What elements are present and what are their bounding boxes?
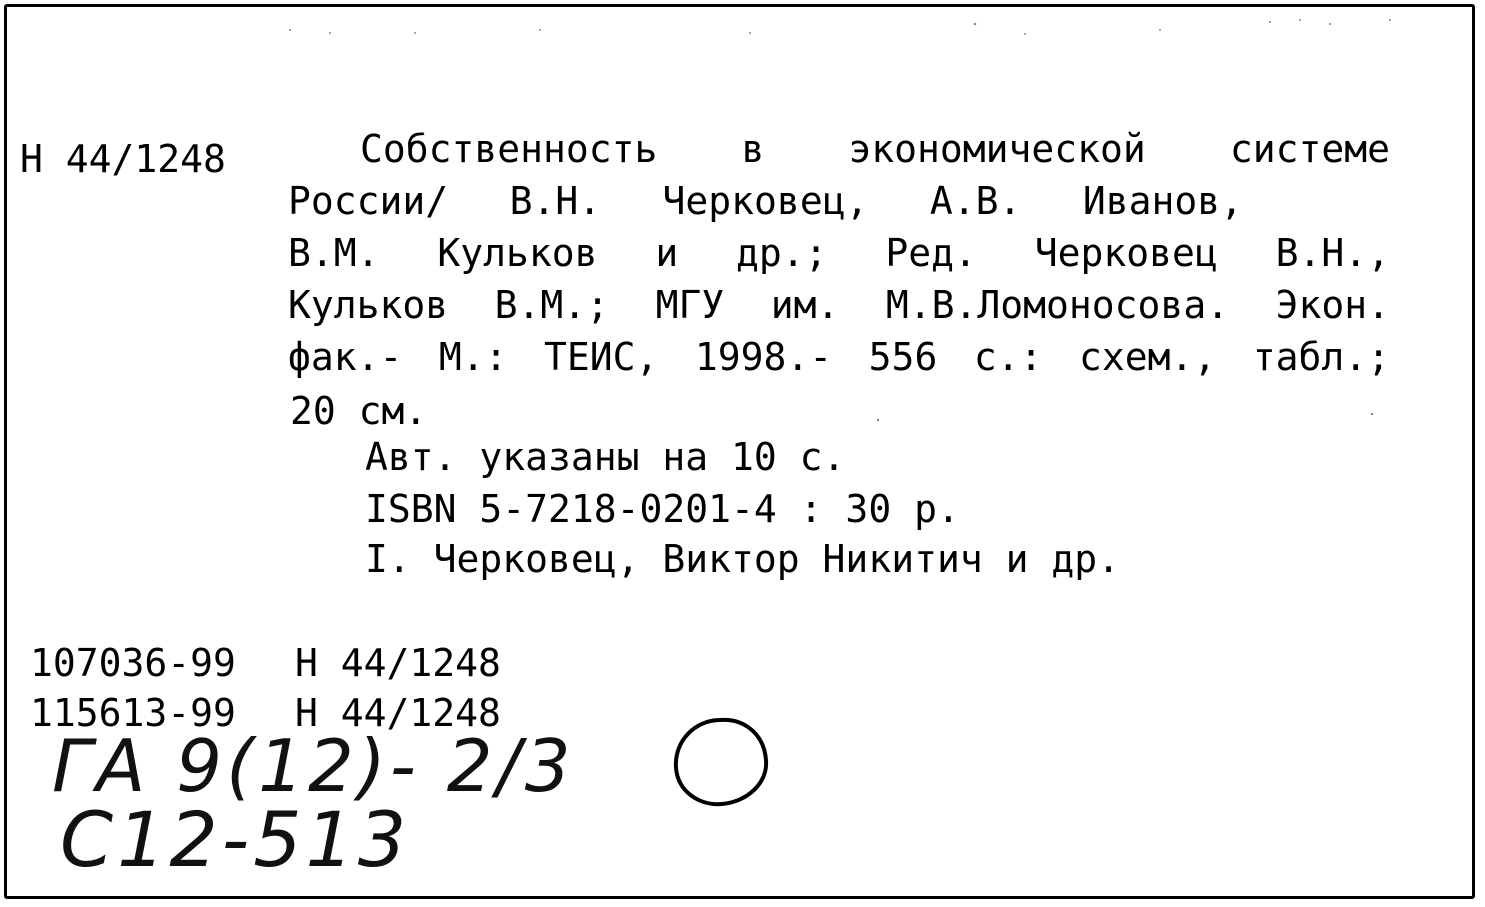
added-entry: I. Черковец, Виктор Никитич и др. xyxy=(365,537,1120,581)
title-line-6: 20 см. xyxy=(290,389,428,433)
title-line-3: В.М. Кульков и др.; Ред. Черковец В.Н., xyxy=(288,231,1390,275)
handwritten-classification: ГА 9(12)- 2/3 xyxy=(52,724,575,808)
inventory-shelf: Н 44/1248 xyxy=(295,641,501,685)
inventory-shelf: Н 44/1248 xyxy=(295,691,501,735)
title-line-2: России/ В.Н. Черковец, А.В. Иванов, xyxy=(288,179,1243,223)
authors-note: Авт. указаны на 10 с. xyxy=(365,435,846,479)
title-line-5: фак.- М.: ТЕИС, 1998.- 556 с.: схем., табл.; xyxy=(288,335,1390,379)
title-line-4: Кульков В.М.; МГУ им. М.В.Ломоносова. Экон. xyxy=(288,283,1390,327)
circle-mark xyxy=(666,712,776,812)
isbn-price: ISBN 5-7218-0201-4 : 30 р. xyxy=(365,487,960,531)
inventory-number: 115613-99 xyxy=(30,691,236,735)
call-number: Н 44/1248 xyxy=(20,137,226,181)
handwritten-code: С12-513 xyxy=(60,795,411,884)
inventory-number: 107036-99 xyxy=(30,641,236,685)
title-line-1: Собственность в экономической системе xyxy=(360,127,1390,171)
